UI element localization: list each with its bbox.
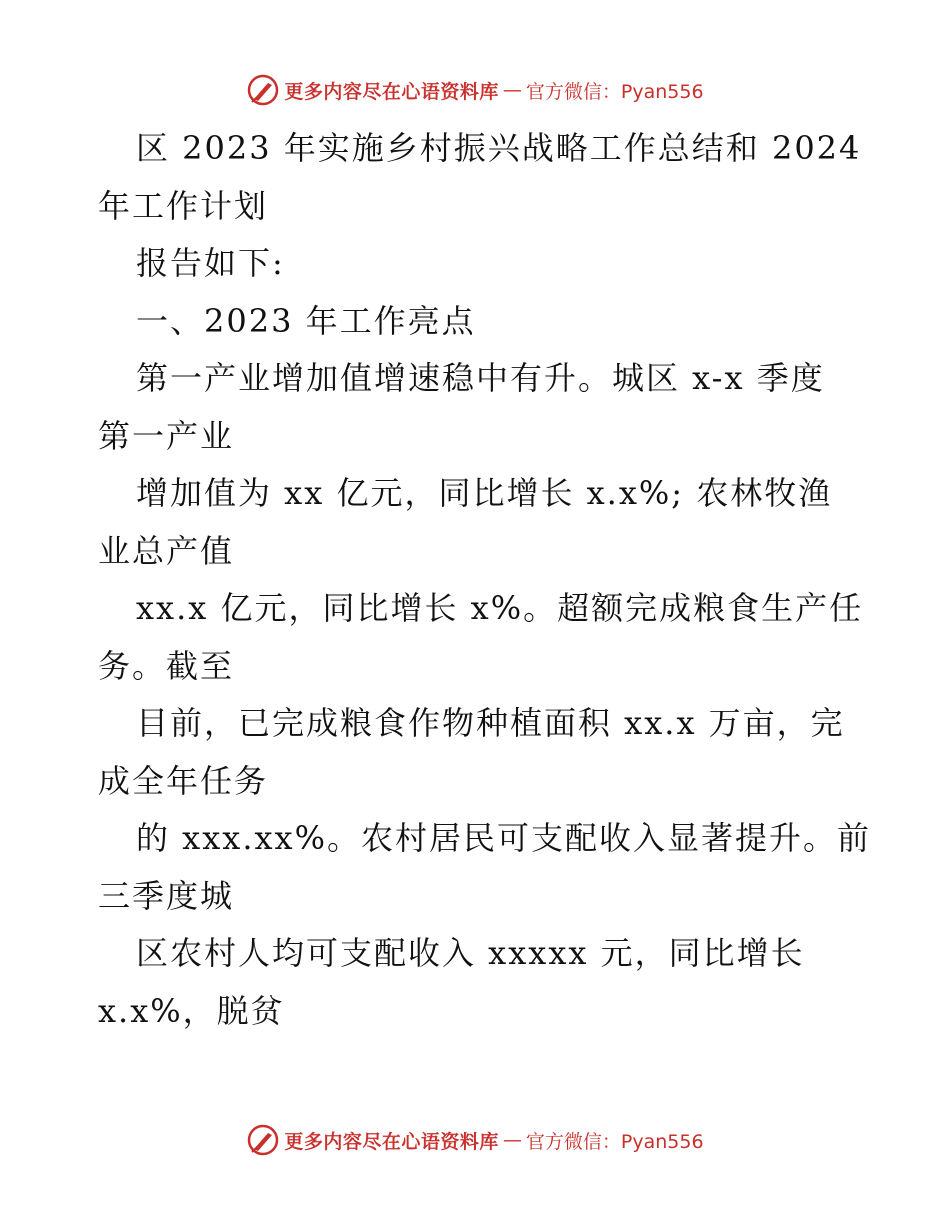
paragraph-line: 区农村人均可支配收入 xxxxx 元，同比增长 <box>136 934 805 972</box>
paragraph-line: 第一产业增加值增速稳中有升。城区 x-x 季度 <box>136 359 825 397</box>
paragraph-line: 报告如下: <box>136 244 285 282</box>
paragraph-line: x.x%，脱贫 <box>98 991 285 1030</box>
header-banner-wechat: 官方微信：Pyan556 <box>525 80 704 103</box>
footer-banner-wechat: 官方微信：Pyan556 <box>525 1130 704 1153</box>
paragraph-line: 业总产值 <box>98 531 235 570</box>
title-line-2: 年工作计划 <box>98 186 269 225</box>
header-banner-separator: — <box>502 79 522 101</box>
quill-logo-icon <box>246 73 280 107</box>
paragraph-line: 三季度城 <box>98 876 235 915</box>
header-banner <box>0 70 950 110</box>
title-line-1: 区 2023 年实施乡村振兴战略工作总结和 2024 <box>136 129 862 167</box>
paragraph-line: 第一产业 <box>98 416 235 455</box>
footer-banner-separator: — <box>502 1129 522 1151</box>
footer-banner <box>0 1120 950 1160</box>
paragraph-line: 务。截至 <box>98 646 235 685</box>
paragraph-line: 目前，已完成粮食作物种植面积 xx.x 万亩，完 <box>136 704 845 742</box>
header-banner-text: 更多内容尽在心语资料库 <box>284 80 499 103</box>
paragraph-line: xx.x 亿元，同比增长 x%。超额完成粮食生产任 <box>136 589 864 627</box>
paragraph-line: 的 xxx.xx%。农村居民可支配收入显著提升。前 <box>136 819 871 857</box>
section-heading: 一、2023 年工作亮点 <box>136 301 476 340</box>
document-body <box>98 120 871 1040</box>
paragraph-line: 成全年任务 <box>98 761 269 800</box>
quill-logo-icon <box>246 1123 280 1157</box>
footer-banner-text: 更多内容尽在心语资料库 <box>284 1130 499 1153</box>
paragraph-line: 增加值为 xx 亿元，同比增长 x.x%; 农林牧渔 <box>136 474 833 512</box>
